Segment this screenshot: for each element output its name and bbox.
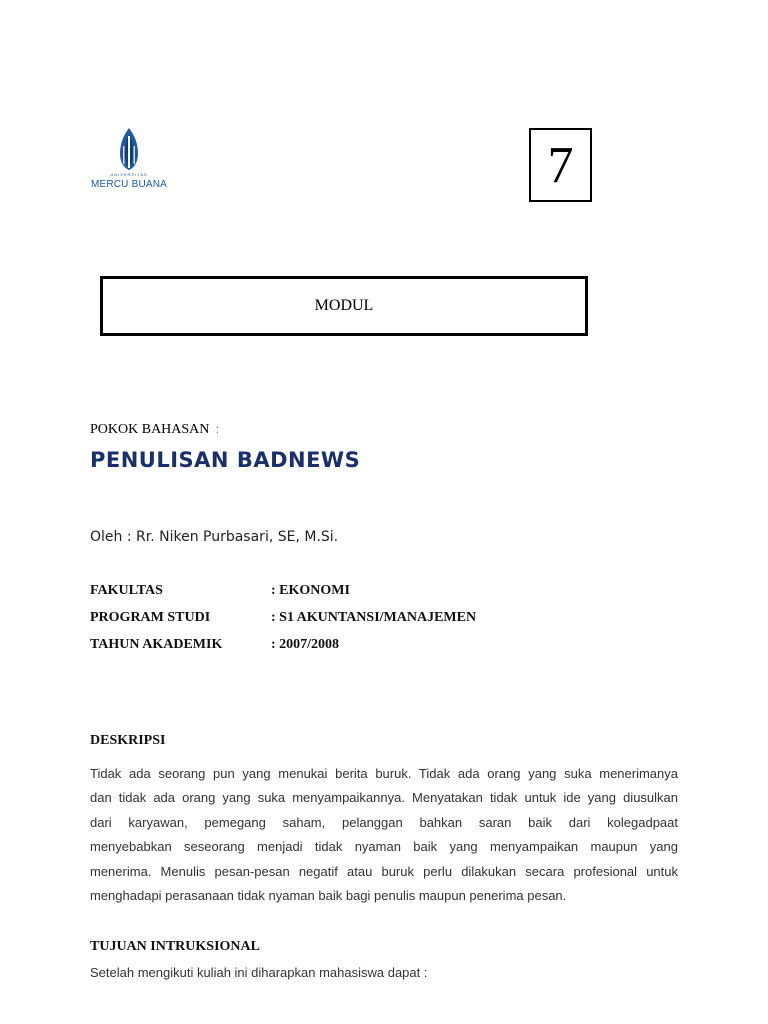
- info-label: FAKULTAS: [90, 583, 163, 598]
- logo-university-name: MERCU BUANA: [90, 179, 168, 190]
- deskripsi-paragraph: [90, 762, 678, 908]
- deskripsi-line: dan tidak ada orang yang suka menyampaikannya. Menyatakan tidak untuk ide yang diusulkan: [90, 790, 678, 806]
- deskripsi-line: menyebabkan seseorang menjadi tidak nyaman baik yang menyampaikan maupun yang: [90, 839, 678, 855]
- pokok-bahasan-text: POKOK BAHASAN: [90, 422, 210, 437]
- deskripsi-line: Tidak ada seorang pun yang menukai berita buruk. Tidak ada orang yang suka menerimanya: [90, 766, 678, 781]
- info-label: PROGRAM STUDI: [90, 610, 211, 625]
- info-table: [90, 583, 476, 664]
- info-label: TAHUN AKADEMIK: [90, 637, 223, 652]
- info-row-fakultas: [90, 583, 476, 610]
- info-row-tahun-akademik: [90, 637, 476, 664]
- module-number-box: 7: [529, 128, 592, 202]
- document-title: PENULISAN BADNEWS: [90, 448, 361, 472]
- author-line: Oleh : Rr. Niken Purbasari, SE, M.Si.: [90, 529, 339, 545]
- tujuan-text: Setelah mengikuti kuliah ini diharapkan mahasiswa dapat :: [90, 965, 428, 980]
- info-value: : S1 AKUNTANSI/MANAJEMEN: [271, 610, 477, 625]
- info-value: : EKONOMI: [271, 583, 350, 598]
- pokok-bahasan-colon: :: [215, 422, 220, 436]
- deskripsi-heading: DESKRIPSI: [90, 733, 166, 748]
- deskripsi-line: menerima. Menulis pesan-pesan negatif atau buruk perlu dilakukan secara profesional untuk: [90, 863, 678, 879]
- deskripsi-line: menghadapi perasanaan tidak nyaman baik bagi penulis maupun penerima pesan.: [90, 887, 567, 903]
- mercu-buana-emblem-icon: [114, 126, 144, 172]
- deskripsi-line: dari karyawan, pemegang saham, pelanggan bahkan saran baik dari kolegadpaat: [90, 814, 678, 830]
- university-logo: [88, 122, 170, 196]
- logo-university-label: UNIVERSITAS: [110, 172, 148, 177]
- tujuan-heading: TUJUAN INTRUKSIONAL: [90, 939, 260, 954]
- pokok-bahasan-label: [90, 422, 219, 438]
- modul-label-box: MODUL: [100, 276, 588, 336]
- info-value: : 2007/2008: [271, 637, 340, 652]
- info-row-program-studi: [90, 610, 476, 637]
